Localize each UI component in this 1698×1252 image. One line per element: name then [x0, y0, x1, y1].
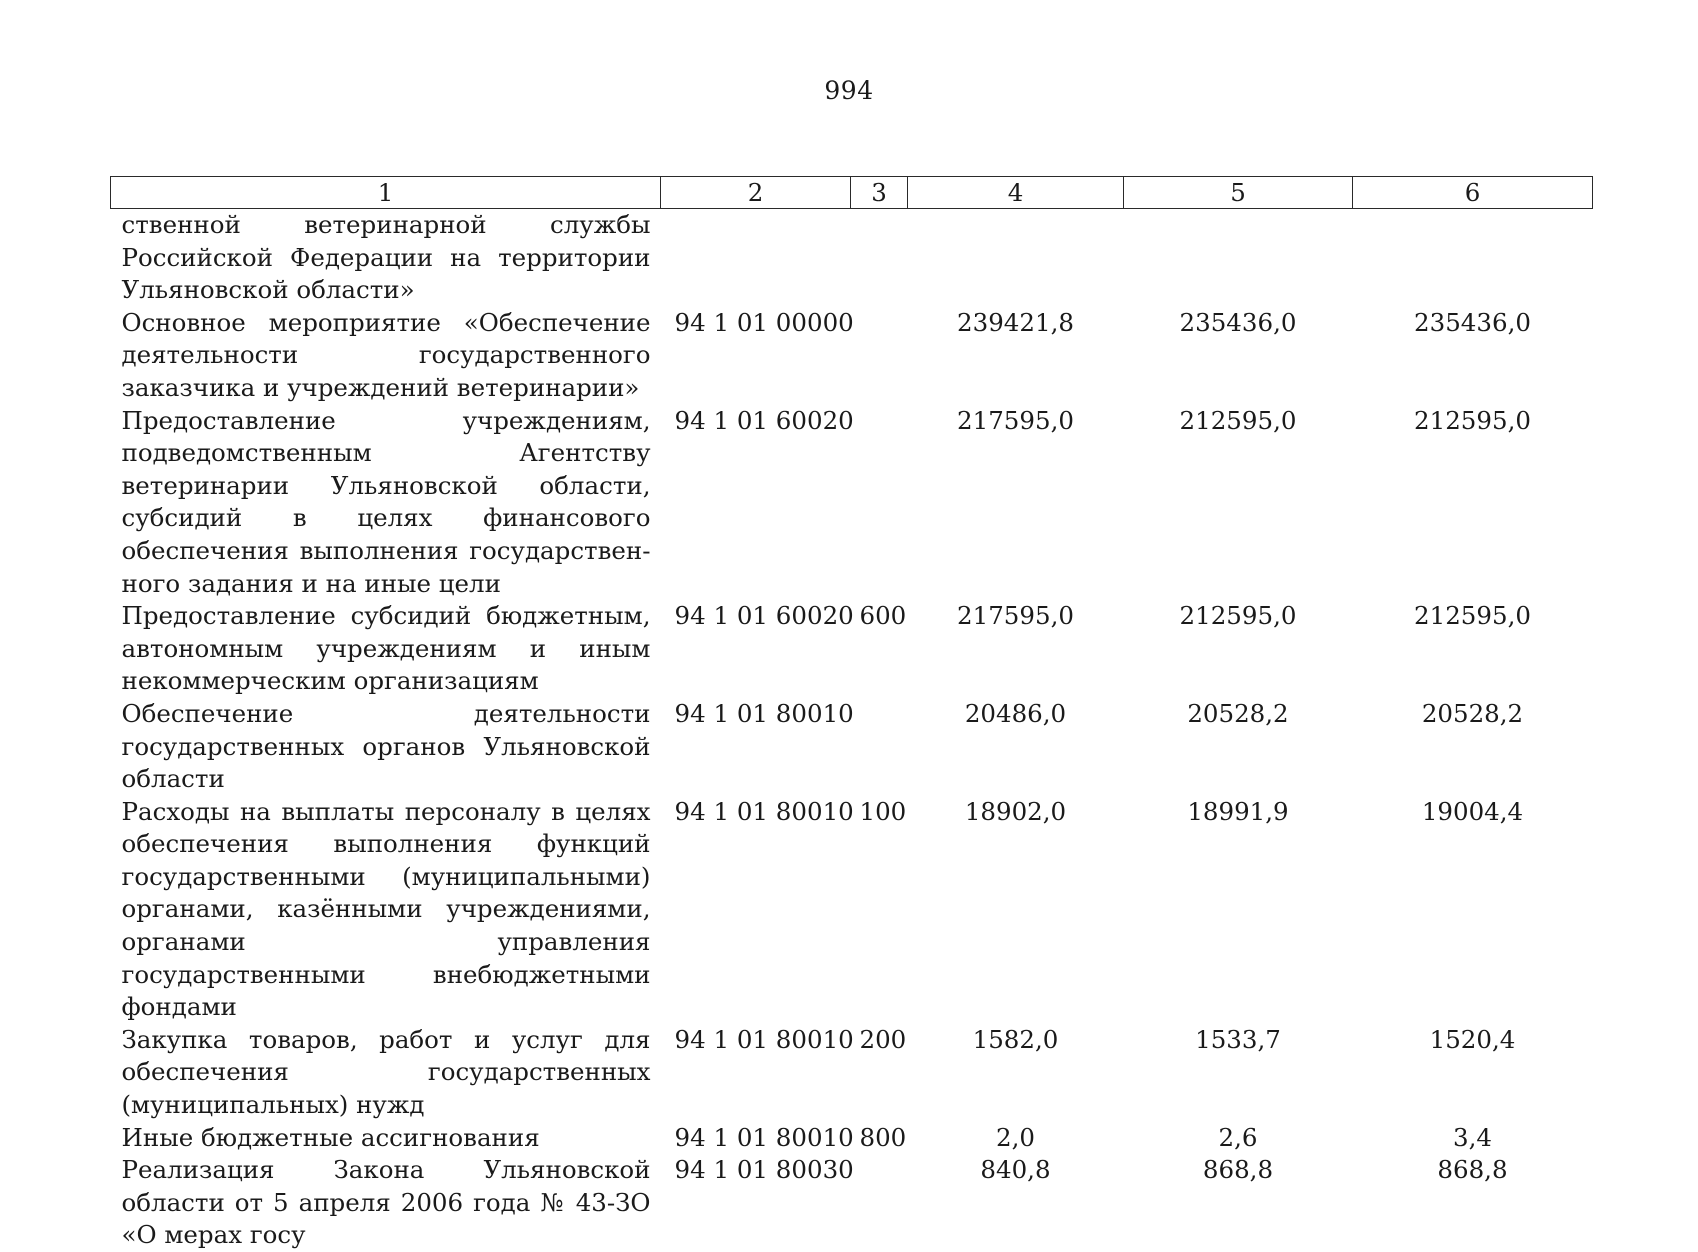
table-row — [111, 600, 1593, 698]
row-value-col6: 868,8 — [1353, 1154, 1593, 1252]
table-body — [111, 209, 1593, 1252]
row-value-col4 — [908, 209, 1124, 307]
row-value-col6: 19004,4 — [1353, 796, 1593, 1024]
row-code: 94 1 01 80010 — [661, 1024, 851, 1122]
row-value-col6: 3,4 — [1353, 1122, 1593, 1155]
row-name: Обеспечение деятельности государственных органов Ульяновской области — [111, 698, 661, 796]
table-header — [111, 177, 1593, 209]
row-value-col4: 1582,0 — [908, 1024, 1124, 1122]
budget-table — [110, 176, 1593, 1252]
row-value-col4: 840,8 — [908, 1154, 1124, 1252]
table-row — [111, 307, 1593, 405]
row-code: 94 1 01 60020 — [661, 600, 851, 698]
table-row — [111, 405, 1593, 601]
row-name: ственной ветеринарной службы Российской Федерации на территории Ульяновской области» — [111, 209, 661, 307]
row-value-col5: 18991,9 — [1124, 796, 1353, 1024]
row-value-col5: 235436,0 — [1124, 307, 1353, 405]
row-code: 94 1 01 80010 — [661, 698, 851, 796]
column-header-5: 5 — [1124, 177, 1353, 209]
header-row — [111, 177, 1593, 209]
row-value-col6: 235436,0 — [1353, 307, 1593, 405]
row-name: Расходы на выплаты персоналу в целях обеспечения выполнения функций государственными (муниципальными) органами, казёнными учреждениями, органами управления государственными внебюджетными фондами — [111, 796, 661, 1024]
row-expense-type: 100 — [851, 796, 908, 1024]
row-name: Предоставление субсидий бюджетным, автономным учреждениям и иным некоммерческим организациям — [111, 600, 661, 698]
page-number: 994 — [0, 76, 1698, 105]
row-expense-type — [851, 698, 908, 796]
row-expense-type: 600 — [851, 600, 908, 698]
row-expense-type — [851, 1154, 908, 1252]
column-header-4: 4 — [908, 177, 1124, 209]
row-value-col4: 18902,0 — [908, 796, 1124, 1024]
row-code — [661, 209, 851, 307]
row-expense-type: 200 — [851, 1024, 908, 1122]
row-value-col6: 1520,4 — [1353, 1024, 1593, 1122]
column-header-6: 6 — [1353, 177, 1593, 209]
row-value-col5: 212595,0 — [1124, 600, 1353, 698]
table-row — [111, 1122, 1593, 1155]
row-value-col6 — [1353, 209, 1593, 307]
table-row — [111, 1024, 1593, 1122]
row-name: Иные бюджетные ассигнования — [111, 1122, 661, 1155]
row-value-col5: 1533,7 — [1124, 1024, 1353, 1122]
row-value-col4: 239421,8 — [908, 307, 1124, 405]
column-header-2: 2 — [661, 177, 851, 209]
table-row — [111, 796, 1593, 1024]
row-expense-type — [851, 209, 908, 307]
row-value-col4: 217595,0 — [908, 405, 1124, 601]
row-name: Реализация Закона Ульяновской области от 5 апреля 2006 года № 43-ЗО «О мерах госу — [111, 1154, 661, 1252]
row-value-col4: 217595,0 — [908, 600, 1124, 698]
row-value-col5: 2,6 — [1124, 1122, 1353, 1155]
row-code: 94 1 01 60020 — [661, 405, 851, 601]
table-row — [111, 1154, 1593, 1252]
row-value-col6: 20528,2 — [1353, 698, 1593, 796]
row-expense-type — [851, 307, 908, 405]
row-value-col5: 20528,2 — [1124, 698, 1353, 796]
row-value-col4: 2,0 — [908, 1122, 1124, 1155]
table-row — [111, 209, 1593, 307]
row-code: 94 1 01 80010 — [661, 1122, 851, 1155]
row-code: 94 1 01 80010 — [661, 796, 851, 1024]
row-code: 94 1 01 80030 — [661, 1154, 851, 1252]
row-expense-type: 800 — [851, 1122, 908, 1155]
column-header-1: 1 — [111, 177, 661, 209]
row-value-col5: 868,8 — [1124, 1154, 1353, 1252]
column-header-3: 3 — [851, 177, 908, 209]
row-value-col4: 20486,0 — [908, 698, 1124, 796]
row-name: Закупка товаров, работ и услуг для обеспечения государственных (муниципальных) нужд — [111, 1024, 661, 1122]
row-name: Основное мероприятие «Обеспечение деятельности государственного заказчика и учреждений ветеринарии» — [111, 307, 661, 405]
row-value-col5 — [1124, 209, 1353, 307]
table-row — [111, 698, 1593, 796]
row-value-col6: 212595,0 — [1353, 600, 1593, 698]
row-value-col5: 212595,0 — [1124, 405, 1353, 601]
row-name: Предоставление учреждениям, подведомственным Агентству ветеринарии Ульяновской области, субсидий в целях финансового обеспечения выполнения государственного задания и на иные цели — [111, 405, 661, 601]
row-value-col6: 212595,0 — [1353, 405, 1593, 601]
row-code: 94 1 01 00000 — [661, 307, 851, 405]
row-expense-type — [851, 405, 908, 601]
